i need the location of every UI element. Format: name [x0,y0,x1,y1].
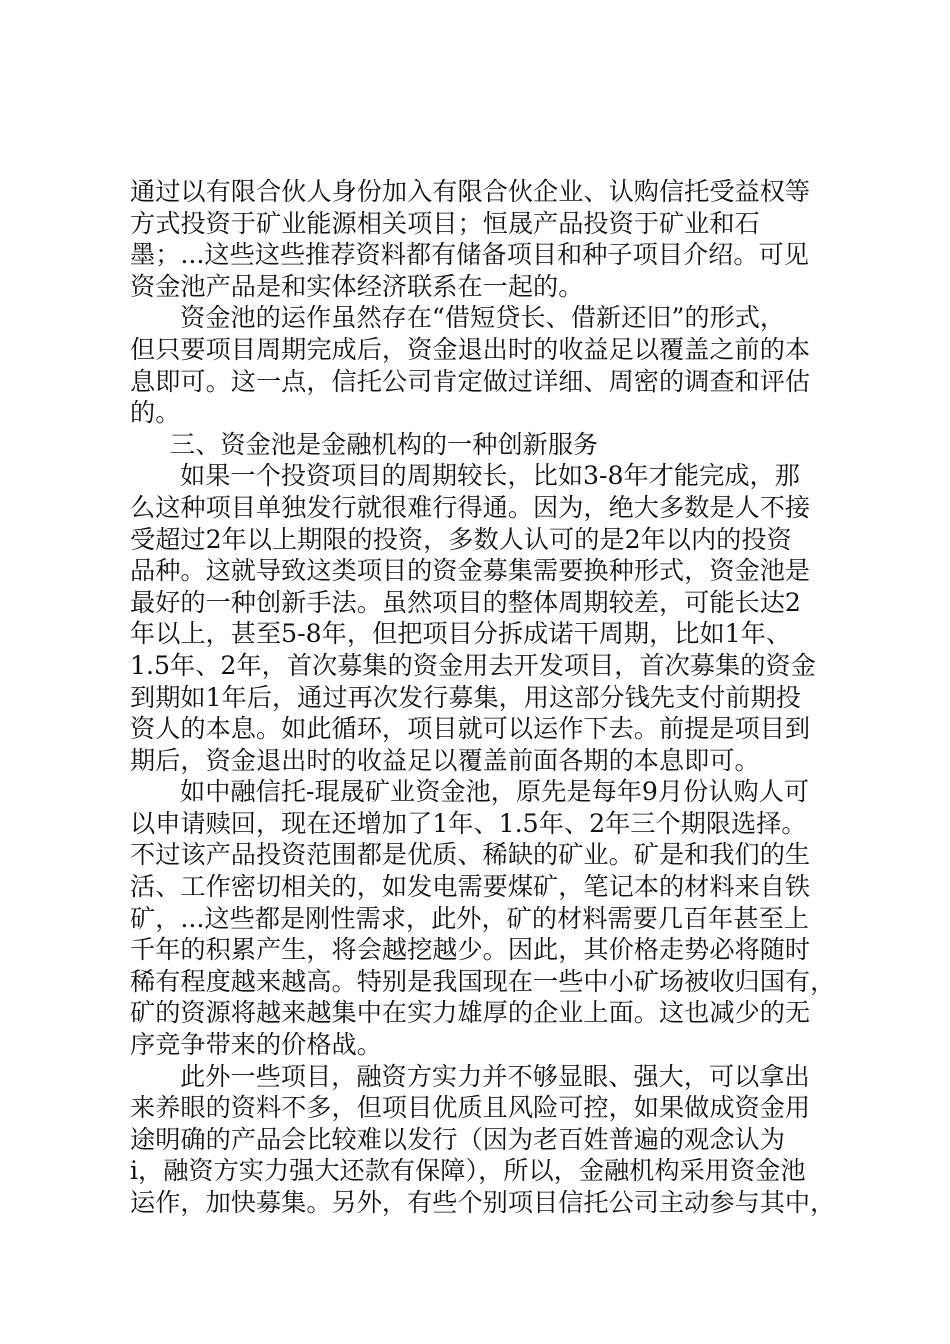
section-heading: 三、资金池是金融机构的一种创新服务 [170,429,599,459]
text-line: 资人的本息。如此循环，项目就可以运作下去。前提是项目到 [130,714,811,744]
text-line: 资金池产品是和实体经济联系在一起的。 [130,271,584,301]
text-line: 以申请赎回，现在还增加了1年、1.5年、2年三个期限选择。 [130,808,807,838]
text-line: 到期如1年后，通过再次发行募集，用这部分钱先支付前期投 [130,682,801,712]
text-line: 墨；...这些这些推荐资料都有储备项目和种子项目介绍。可见 [130,240,809,270]
text-line: i，融资方实力强大还款有保障），所以，金融机构采用资金池 [130,1156,806,1186]
text-line: 通过以有限合伙人身份加入有限合伙企业、认购信托受益权等 [130,177,811,206]
text-line: 来养眼的资料不多，但项目优质且风险可控，如果做成资金用 [130,1093,811,1123]
paragraph-first-line: 此外一些项目，融资方实力并不够显眼、强大，可以拿出 [180,1061,810,1091]
text-line: 么这种项目单独发行就很难行得通。因为，绝大多数是人不接 [130,492,811,522]
text-line: 最好的一种创新手法。虽然项目的整体周期较差，可能长达2 [130,587,801,617]
text-line: 运作，加快募集。另外，有些个别项目信托公司主动参与其中， [130,1188,836,1217]
text-line: 序竞争带来的价格战。 [130,1030,382,1060]
text-line: 不过该产品投资范围都是优质、稀缺的矿业。矿是和我们的生 [130,840,811,870]
paragraph-first-line: 如中融信托-琨晟矿业资金池，原先是每年9月份认购人可 [180,777,810,807]
text-line: 千年的积累产生，将会越挖越少。因此，其价格走势必将随时 [130,935,811,965]
text-line: 息即可。这一点，信托公司肯定做过详细、周密的调查和评估 [130,366,811,396]
text-line: 年以上，甚至5-8年，但把项目分拆成诺干周期，比如1年、 [130,619,792,649]
paragraph-first-line: 资金池的运作虽然存在“借短贷长、借新还旧”的形式， [180,303,786,333]
text-line: 的。 [130,398,181,428]
text-line: 矿，...这些都是刚性需求，此外，矿的材料需要几百年甚至上 [130,903,809,933]
text-line: 稀有程度越来越高。特别是我国现在一些中小矿场被收归国有， [130,966,836,996]
text-line: 受超过2年以上期限的投资，多数人认可的是2年以内的投资 [130,524,792,554]
document-body [130,176,836,1219]
text-line: 期后，资金退出时的收益足以覆盖前面各期的本息即可。 [130,745,760,775]
text-line: 品种。这就导致这类项目的资金募集需要换种形式，资金池是 [130,556,811,586]
text-line: 1.5年、2年，首次募集的资金用去开发项目，首次募集的资金 [130,650,816,680]
text-line: 但只要项目周期完成后，资金退出时的收益足以覆盖之前的本 [130,334,811,364]
text-line: 活、工作密切相关的，如发电需要煤矿，笔记本的材料来自铁 [130,872,811,902]
text-line: 方式投资于矿业能源相关项目；恒晟产品投资于矿业和石 [130,208,760,238]
paragraph-first-line: 如果一个投资项目的周期较长，比如3-8年才能完成，那 [180,461,800,491]
text-line: 途明确的产品会比较难以发行（因为老百姓普遍的观念认为 [130,1124,785,1154]
text-line: 矿的资源将越来越集中在实力雄厚的企业上面。这也减少的无 [130,998,811,1028]
